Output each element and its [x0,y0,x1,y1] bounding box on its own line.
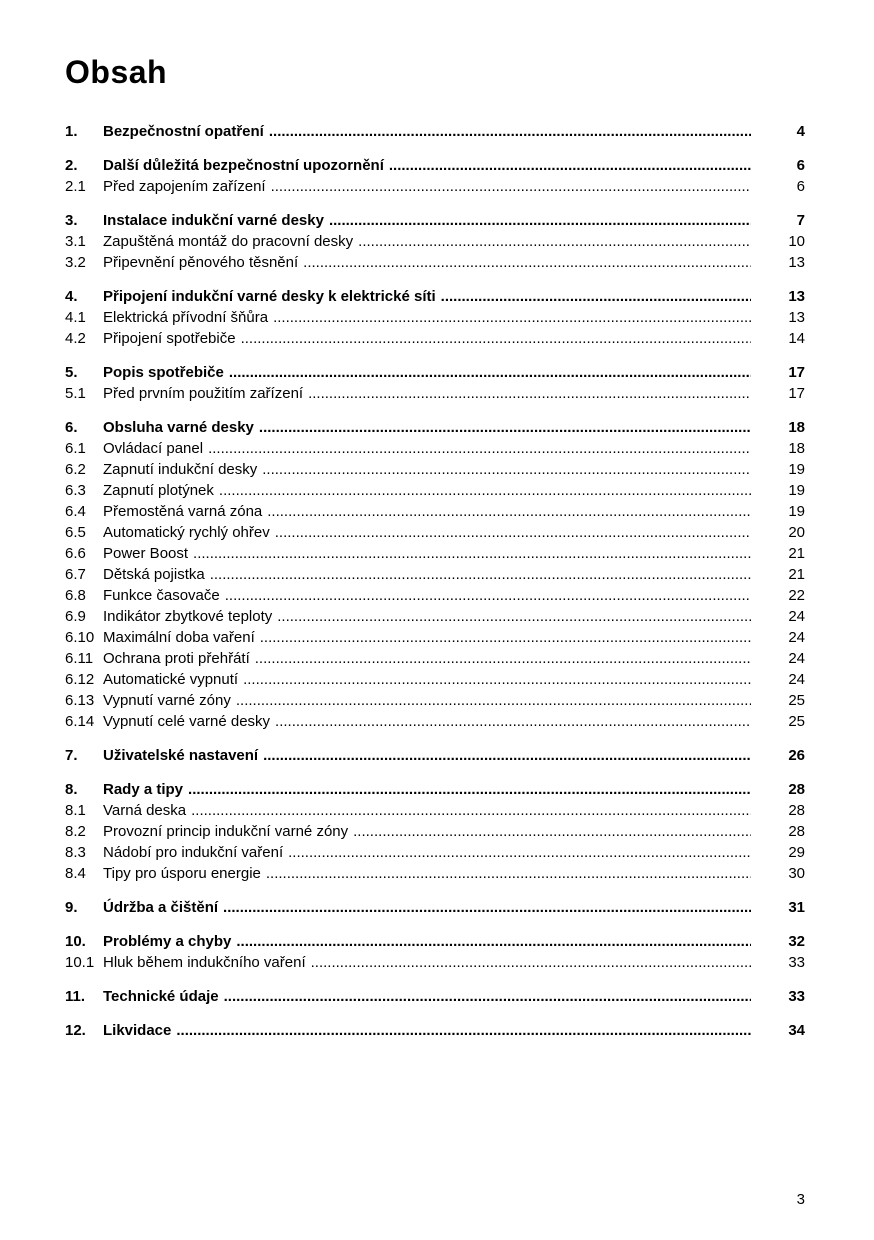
toc-leader-dots [308,383,751,404]
toc-entry-number: 6.2 [65,461,86,478]
toc-leader-dots [275,711,751,732]
toc-leader-dots [193,543,751,564]
toc-leader-dots [260,627,751,648]
toc-entry [65,438,805,459]
toc-entry [65,648,805,669]
toc-leader-dots [329,210,751,231]
toc-leader-dots [236,690,751,711]
toc-entry-label: Obsluha varné desky [103,419,254,436]
toc-section [65,745,805,766]
toc-entry-page: 13 [788,254,805,271]
toc-entry-number: 6.9 [65,608,86,625]
toc-entry-page: 28 [788,802,805,819]
toc-entry-page: 30 [788,865,805,882]
toc-leader-dots [208,438,751,459]
toc-entry-page: 32 [788,933,805,950]
toc-section [65,121,805,142]
toc-entry-label: Tipy pro úsporu energie [103,865,261,882]
toc-entry-label: Elektrická přívodní šňůra [103,309,269,326]
toc-entry-page: 22 [788,587,805,604]
toc-leader-dots [288,842,751,863]
toc-entry-number: 4.1 [65,309,86,326]
toc-entry-page: 18 [788,419,805,436]
toc-leader-dots [259,417,751,438]
toc-leader-dots [188,779,751,800]
toc-leader-dots [263,745,751,766]
toc-entry-label: Automatické vypnutí [103,671,239,688]
toc-entry-number: 6.5 [65,524,86,541]
toc-entry-page: 20 [788,524,805,541]
toc-entry [65,286,805,307]
toc-entry-number: 5.1 [65,385,86,402]
toc-section [65,779,805,884]
toc-entry-label: Přemostěná varná zóna [103,503,263,520]
toc-entry [65,121,805,142]
toc-entry-page: 7 [796,212,805,229]
toc-section [65,286,805,349]
toc-entry-label: Dětská pojistka [103,566,205,583]
toc-leader-dots [266,863,751,884]
toc-leader-dots [271,176,751,197]
toc-entry-page: 6 [796,178,805,195]
toc-section [65,1020,805,1041]
toc-entry [65,328,805,349]
toc-entry-page: 19 [788,482,805,499]
page-title: Obsah [65,54,168,90]
toc-entry [65,210,805,231]
toc-entry-page: 4 [796,123,805,140]
toc-entry-label: Další důležitá bezpečnostní upozornění [103,157,384,174]
toc-entry [65,745,805,766]
toc-entry [65,480,805,501]
toc-entry-number: 6.4 [65,503,86,520]
toc-entry [65,1020,805,1041]
toc-entry [65,986,805,1007]
toc-entry-page: 25 [788,713,805,730]
toc-entry-label: Údržba a čištění [103,899,219,916]
toc-entry-number: 3. [65,212,78,229]
toc-entry-label: Problémy a chyby [103,933,232,950]
toc-leader-dots [224,986,751,1007]
toc-entry-label: Ovládací panel [103,440,204,457]
toc-leader-dots [243,669,751,690]
toc-entry-label: Instalace indukční varné desky [103,212,324,229]
toc-entry-page: 29 [788,844,805,861]
toc-entry-label: Funkce časovače [103,587,220,604]
toc-entry-page: 10 [788,233,805,250]
toc-entry-label: Vypnutí celé varné desky [103,713,271,730]
toc-leader-dots [303,252,751,273]
toc-entry-page: 17 [788,385,805,402]
toc-entry [65,711,805,732]
toc-entry [65,863,805,884]
toc-entry-number: 5. [65,364,78,381]
toc-entry-number: 8.4 [65,865,86,882]
toc-entry-page: 19 [788,503,805,520]
toc-entry-label: Power Boost [103,545,189,562]
toc-entry [65,585,805,606]
toc-entry-label: Maximální doba vaření [103,629,255,646]
toc-leader-dots [210,564,751,585]
toc-entry-page: 19 [788,461,805,478]
toc-entry-label: Před prvním použitím zařízení [103,385,304,402]
toc-entry-page: 24 [788,629,805,646]
toc-entry-label: Připojení spotřebiče [103,330,236,347]
toc-entry [65,842,805,863]
page-number: 3 [796,1191,805,1208]
toc-entry-page: 26 [788,747,805,764]
toc-entry [65,383,805,404]
toc-leader-dots [219,480,751,501]
toc-leader-dots [255,648,751,669]
toc-entry-number: 8.3 [65,844,86,861]
toc-entry-label: Rady a tipy [103,781,184,798]
toc-entry-label: Provozní princip indukční varné zóny [103,823,349,840]
toc-entry-number: 6.7 [65,566,86,583]
toc-entry [65,459,805,480]
toc-leader-dots [225,585,751,606]
toc [65,121,805,1041]
toc-leader-dots [353,821,751,842]
toc-entry-number: 4.2 [65,330,86,347]
toc-leader-dots [311,952,751,973]
toc-section [65,362,805,404]
toc-section [65,210,805,273]
toc-entry-number: 7. [65,747,78,764]
toc-entry-number: 6.14 [65,713,95,730]
toc-entry-number: 8. [65,781,78,798]
toc-leader-dots [223,897,751,918]
toc-entry [65,821,805,842]
toc-leader-dots [229,362,751,383]
toc-entry-number: 10.1 [65,954,95,971]
toc-entry-number: 6.10 [65,629,95,646]
toc-entry-number: 9. [65,899,78,916]
toc-entry-label: Hluk během indukčního vaření [103,954,306,971]
toc-leader-dots [267,501,751,522]
toc-entry [65,931,805,952]
toc-entry-page: 17 [788,364,805,381]
toc-entry [65,417,805,438]
toc-entry-page: 13 [788,288,805,305]
toc-entry-label: Popis spotřebiče [103,364,224,381]
toc-section [65,155,805,197]
toc-entry-number: 4. [65,288,78,305]
toc-entry [65,564,805,585]
toc-entry-number: 6.11 [65,650,94,667]
toc-entry [65,897,805,918]
toc-entry-number: 6.6 [65,545,86,562]
toc-entry [65,252,805,273]
toc-entry-number: 6. [65,419,78,436]
toc-entry-label: Uživatelské nastavení [103,747,259,764]
toc-entry-page: 14 [788,330,805,347]
toc-entry-page: 24 [788,650,805,667]
toc-entry-number: 8.2 [65,823,86,840]
toc-entry-page: 28 [788,781,805,798]
toc-entry-page: 34 [788,1022,805,1039]
toc-entry-label: Vypnutí varné zóny [103,692,231,709]
toc-entry-number: 2. [65,157,78,174]
toc-entry [65,543,805,564]
toc-entry [65,501,805,522]
toc-entry-label: Likvidace [103,1022,172,1039]
toc-entry-number: 3.2 [65,254,86,271]
toc-entry-number: 11. [65,988,86,1005]
toc-section [65,417,805,732]
toc-leader-dots [236,931,751,952]
toc-entry [65,307,805,328]
toc-entry-label: Automatický rychlý ohřev [103,524,270,541]
toc-entry-label: Varná deska [103,802,187,819]
toc-entry-number: 3.1 [65,233,86,250]
toc-entry-number: 6.13 [65,692,95,709]
toc-entry-page: 6 [796,157,805,174]
toc-entry-number: 6.8 [65,587,86,604]
toc-leader-dots [389,155,751,176]
toc-entry-page: 24 [788,608,805,625]
toc-entry-label: Připevnění pěnového těsnění [103,254,299,271]
toc-leader-dots [441,286,751,307]
toc-leader-dots [241,328,751,349]
toc-entry-page: 13 [788,309,805,326]
toc-entry-label: Připojení indukční varné desky k elektrické síti [103,288,436,305]
toc-section [65,897,805,918]
toc-entry [65,690,805,711]
toc-entry-number: 10. [65,933,86,950]
toc-leader-dots [277,606,751,627]
toc-entry-label: Zapuštěná montáž do pracovní desky [103,233,354,250]
toc-entry-label: Ochrana proti přehřátí [103,650,250,667]
toc-leader-dots [176,1020,751,1041]
toc-leader-dots [269,121,751,142]
toc-entry-label: Indikátor zbytkové teploty [103,608,273,625]
toc-entry-page: 24 [788,671,805,688]
toc-entry-number: 8.1 [65,802,86,819]
toc-entry [65,952,805,973]
toc-entry [65,669,805,690]
toc-entry-page: 31 [788,899,805,916]
toc-entry-number: 2.1 [65,178,86,195]
toc-entry [65,362,805,383]
toc-leader-dots [191,800,751,821]
toc-entry-page: 33 [788,954,805,971]
toc-entry-page: 28 [788,823,805,840]
toc-entry-label: Před zapojením zařízení [103,178,266,195]
toc-section [65,931,805,973]
toc-entry [65,627,805,648]
toc-entry-number: 12. [65,1022,86,1039]
toc-entry-label: Nádobí pro indukční vaření [103,844,284,861]
toc-entry-page: 21 [788,545,805,562]
toc-entry-page: 25 [788,692,805,709]
toc-entry [65,779,805,800]
toc-entry [65,522,805,543]
toc-entry [65,176,805,197]
toc-entry-page: 18 [788,440,805,457]
toc-leader-dots [358,231,751,252]
toc-entry-number: 6.1 [65,440,86,457]
toc-entry-label: Zapnutí indukční desky [103,461,258,478]
toc-entry [65,231,805,252]
toc-entry-label: Bezpečnostní opatření [103,123,264,140]
toc-entry [65,606,805,627]
toc-entry-page: 21 [788,566,805,583]
toc-entry-number: 1. [65,123,78,140]
toc-section [65,986,805,1007]
toc-entry [65,155,805,176]
toc-entry-page: 33 [788,988,805,1005]
toc-entry-number: 6.12 [65,671,95,688]
toc-entry [65,800,805,821]
toc-entry-number: 6.3 [65,482,86,499]
toc-leader-dots [262,459,751,480]
toc-leader-dots [275,522,751,543]
toc-entry-label: Zapnutí plotýnek [103,482,214,499]
toc-entry-label: Technické údaje [103,988,219,1005]
toc-leader-dots [273,307,751,328]
